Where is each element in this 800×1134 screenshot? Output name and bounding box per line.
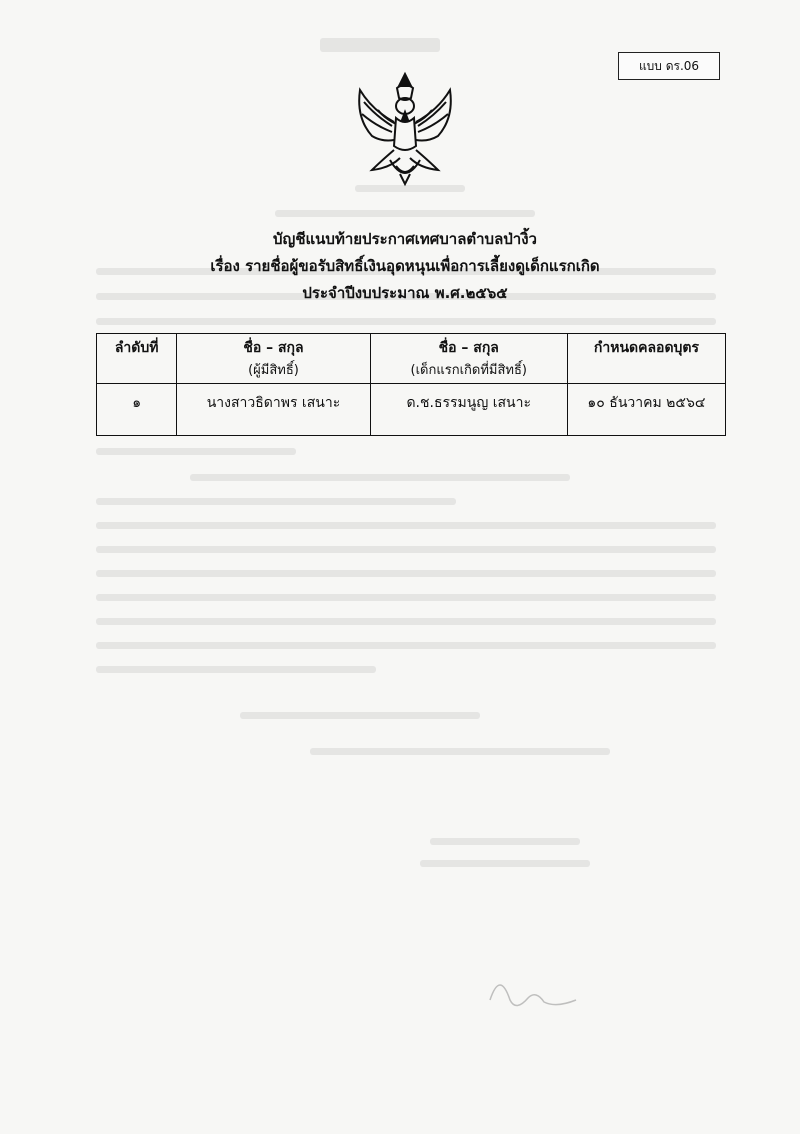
cell-due-date: ๑๐ ธันวาคม ๒๕๖๔ bbox=[567, 384, 725, 436]
header-child-sublabel: (เด็กแรกเกิดที่มีสิทธิ์) bbox=[410, 363, 527, 378]
header-recipient-label: ชื่อ – สกุล bbox=[243, 340, 304, 356]
form-code-box bbox=[618, 52, 720, 80]
header-recipient-sublabel: (ผู้มีสิทธิ์) bbox=[248, 363, 299, 378]
header-recipient-name bbox=[177, 334, 370, 384]
table-row bbox=[97, 384, 726, 436]
title-line-1: บัญชีแนบท้ายประกาศเทศบาลตำบลป่างิ้ว bbox=[273, 230, 537, 248]
garuda-emblem-icon bbox=[350, 70, 460, 188]
document-title bbox=[140, 226, 670, 307]
handwritten-signature-icon bbox=[480, 960, 590, 1020]
header-due-date-label: กำหนดคลอดบุตร bbox=[593, 340, 700, 356]
title-line-3: ประจำปีงบประมาณ พ.ศ.๒๕๖๕ bbox=[302, 284, 508, 302]
form-code-text: แบบ ดร.06 bbox=[638, 58, 700, 73]
table-header-row bbox=[97, 334, 726, 384]
cell-order: ๑ bbox=[97, 384, 177, 436]
cell-recipient-name: นางสาวธิดาพร เสนาะ bbox=[177, 384, 370, 436]
header-order bbox=[97, 334, 177, 384]
header-order-label: ลำดับที่ bbox=[114, 340, 159, 356]
cell-child-name: ด.ช.ธรรมนูญ เสนาะ bbox=[370, 384, 567, 436]
recipient-table bbox=[96, 333, 726, 436]
title-line-2: เรื่อง รายชื่อผู้ขอรับสิทธิ์เงินอุดหนุนเพื่อการเลี้ยงดูเด็กแรกเกิด bbox=[210, 257, 600, 275]
header-child-name bbox=[370, 334, 567, 384]
header-due-date bbox=[567, 334, 725, 384]
header-child-label: ชื่อ – สกุล bbox=[438, 340, 499, 356]
